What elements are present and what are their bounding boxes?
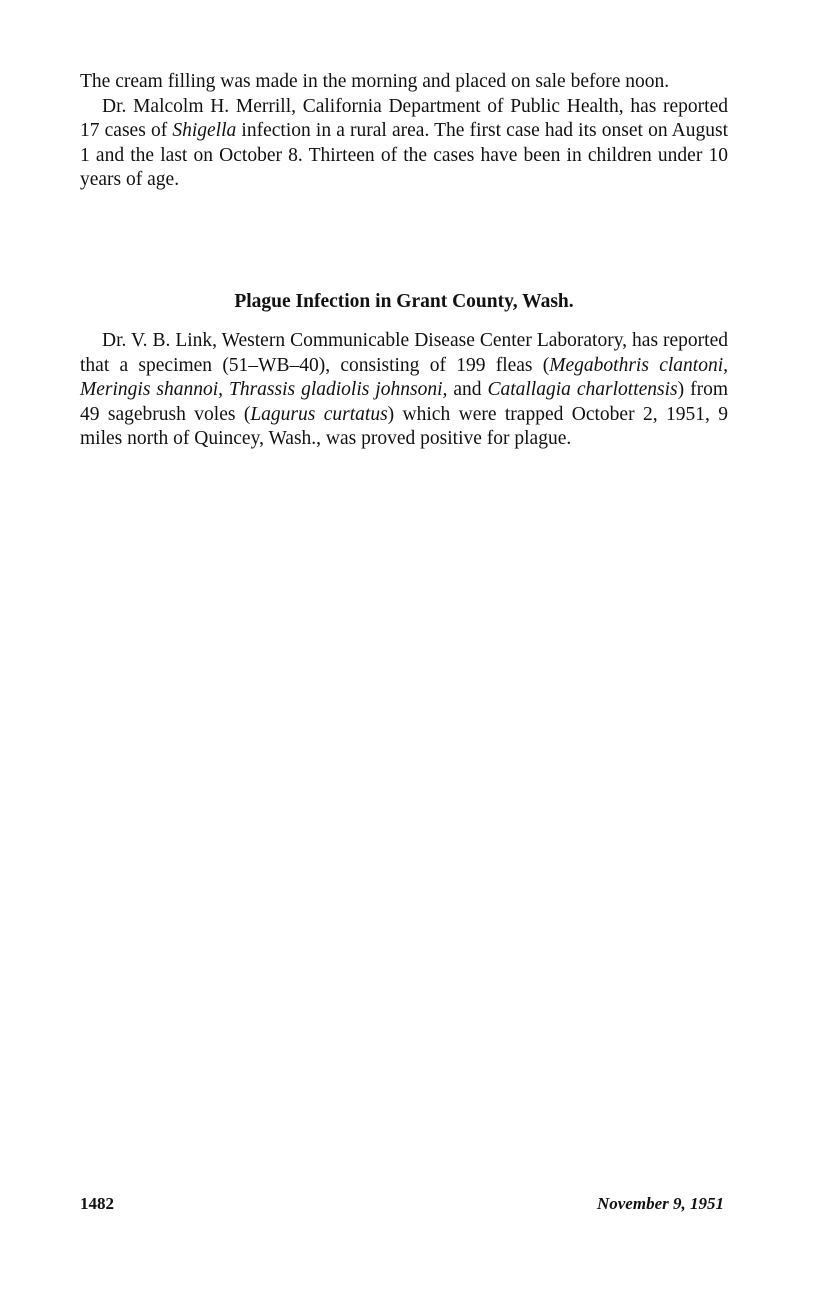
plague-text-c: ) from 49 sagebrush voles ( [80,379,728,425]
plague-text-d: ) which were trapped October 2, 1951, 9 miles north of Quincey, Wash., was proved positive for plague. [80,403,728,449]
plague-text-a: Dr. V. B. Link, Western Communicable Disease Center Laboratory, has reported that a specimen (51–WB–40), consisting of 199 fleas ( [80,330,728,376]
plague-flea-species-2: Catallagia charlottensis [487,379,678,400]
plague-text-b: and [447,379,488,400]
shigella-text-a: Dr. Malcolm H. Merrill, California Department of Public Health, has reported 17 cases of [80,95,728,141]
shigella-italic: Shigella [172,120,237,141]
top-section [80,70,728,193]
plague-flea-species: Megabothris clantoni, Meringis shannoi, Thrassis gladiolis johnsoni, [80,354,728,400]
plague-section [80,329,728,452]
page-number: 1482 [80,1194,114,1213]
paragraph-plague-report [80,329,728,452]
plague-vole-species: Lagurus curtatus [250,403,388,425]
paragraph-cream-filling: The cream filling was made in the morning and placed on sale before noon. [80,71,670,92]
shigella-text-b: infection in a rural area. The first case had its onset on August 1 and the last on October 8. Thirteen of the cases have been in children under 10 years of age. [80,120,728,190]
section-heading-plague: Plague Infection in Grant County, Wash. [234,291,574,312]
paragraph-shigella-report [80,95,728,193]
issue-date: November 9, 1951 [596,1194,724,1213]
